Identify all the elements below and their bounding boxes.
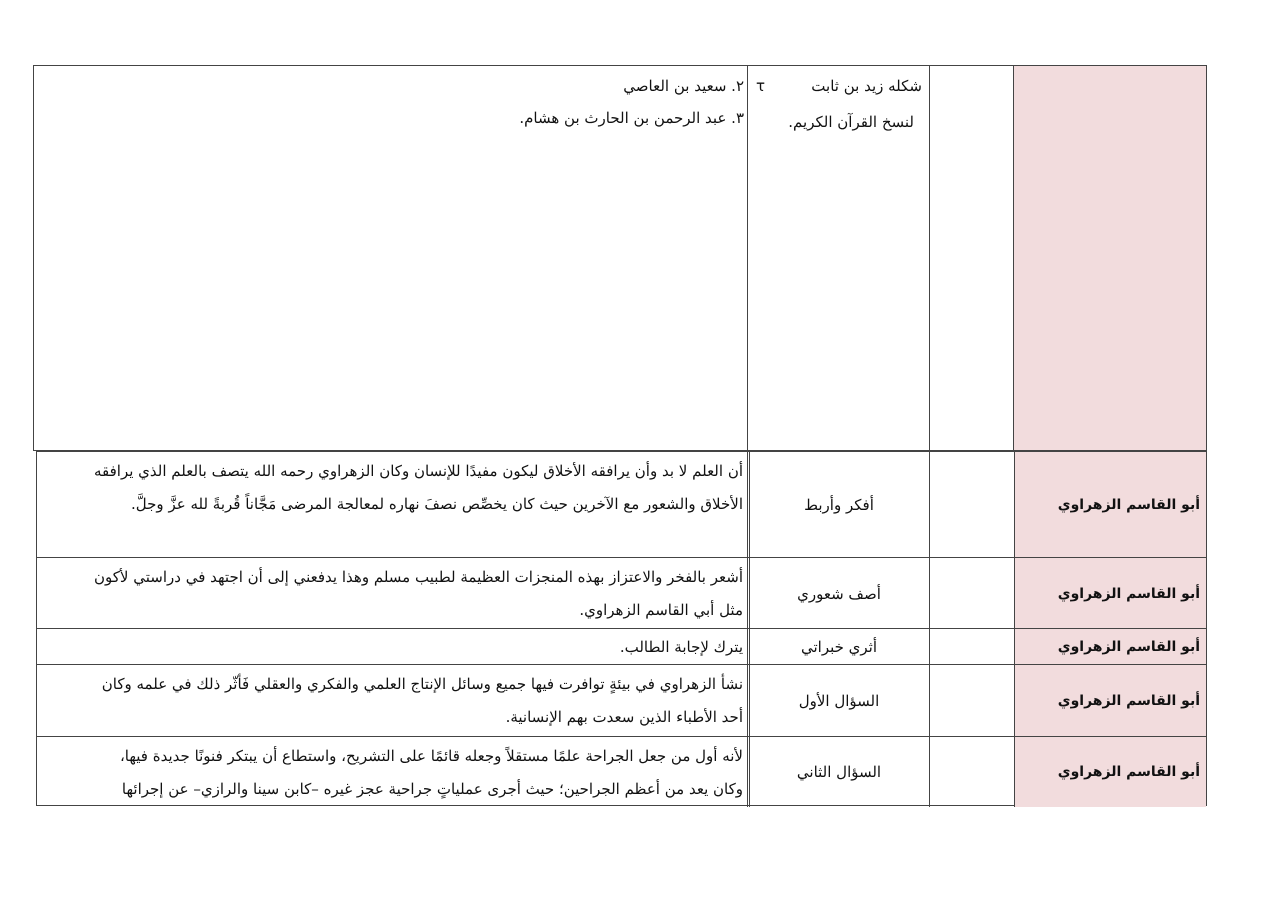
row-name: أبو القاسم الزهراوي	[1014, 665, 1206, 737]
row-empty-cell	[929, 665, 1014, 737]
content-line: نشأ الزهراوي في بيئةٍ توافرت فيها جميع وسائل الإنتاج العلمي والفكري والعقلي فَأثّر ذلك في علمه وكان	[101, 675, 743, 693]
label-column	[747, 66, 930, 450]
table-row	[37, 451, 1206, 558]
table-row	[37, 736, 1206, 807]
content-line: لأنه أول من جعل الجراحة علمًا مستقلاً وجعله قائمًا على التشريح، واستطاع أن يبتكر فنونًا جديدة فيها،	[119, 747, 743, 765]
table-row	[37, 557, 1206, 629]
content-line: الأخلاق والشعور مع الآخرين حيث كان يخصِّص نصفَ نهاره لمعالجة المرضى مَجَّاناً قُربةً لله عزَّ وجلَّ.	[131, 495, 743, 513]
top-table	[33, 65, 1207, 451]
row-label: أثري خبراتي	[747, 629, 930, 665]
row-content	[37, 558, 750, 629]
content-line: يترك لإجابة الطالب.	[619, 638, 743, 656]
name-column-band	[1013, 66, 1206, 450]
row-content	[37, 629, 750, 665]
row-empty-cell	[929, 452, 1014, 558]
row-name: أبو القاسم الزهراوي	[1014, 737, 1206, 807]
row-empty-cell	[929, 737, 1014, 807]
row-label: السؤال الثاني	[747, 737, 930, 807]
row-name: أبو القاسم الزهراوي	[1014, 629, 1206, 665]
row-name: أبو القاسم الزهراوي	[1014, 452, 1206, 558]
row-empty-cell	[929, 558, 1014, 629]
row-content	[37, 452, 750, 558]
row-content	[37, 665, 750, 737]
content-line: مثل أبي القاسم الزهراوي.	[579, 601, 743, 619]
answers-table	[36, 451, 1207, 806]
empty-column	[929, 66, 1014, 450]
honorific-symbol: τ	[756, 77, 766, 95]
table-row	[37, 628, 1206, 665]
content-line: أن العلم لا بد وأن يرافقه الأخلاق ليكون مفيدًا للإنسان وكان الزهراوي رحمه الله يتصف بالعلم الذي يرافقه	[94, 462, 743, 480]
row-empty-cell	[929, 629, 1014, 665]
content-column	[34, 66, 748, 450]
table-row	[37, 664, 1206, 737]
content-line: وكان يعد من أعظم الجراحين؛ حيث أجرى عملياتٍ جراحية عجز غيره –كابن سينا والرازي– عن إجرائها	[121, 780, 743, 798]
label-line-1: شكله زيد بن ثابت	[811, 77, 922, 95]
row-name: أبو القاسم الزهراوي	[1014, 558, 1206, 629]
row-content	[37, 737, 750, 807]
row-label: أفكر وأربط	[747, 452, 930, 558]
row-label: أصف شعوري	[747, 558, 930, 629]
content-line: أشعر بالفخر والاعتزاز بهذه المنجزات العظيمة لطبيب مسلم وهذا يدفعني إلى أن اجتهد في دراستي لأكون	[94, 568, 743, 586]
row-label: السؤال الأول	[747, 665, 930, 737]
list-item-3: ٣. عبد الرحمن بن الحارث بن هشام.	[519, 109, 744, 127]
list-item-2: ٢. سعيد بن العاصي	[623, 77, 744, 95]
label-line-2: لنسخ القرآن الكريم.	[788, 113, 914, 131]
content-line: أحد الأطباء الذين سعدت بهم الإنسانية.	[505, 708, 743, 726]
